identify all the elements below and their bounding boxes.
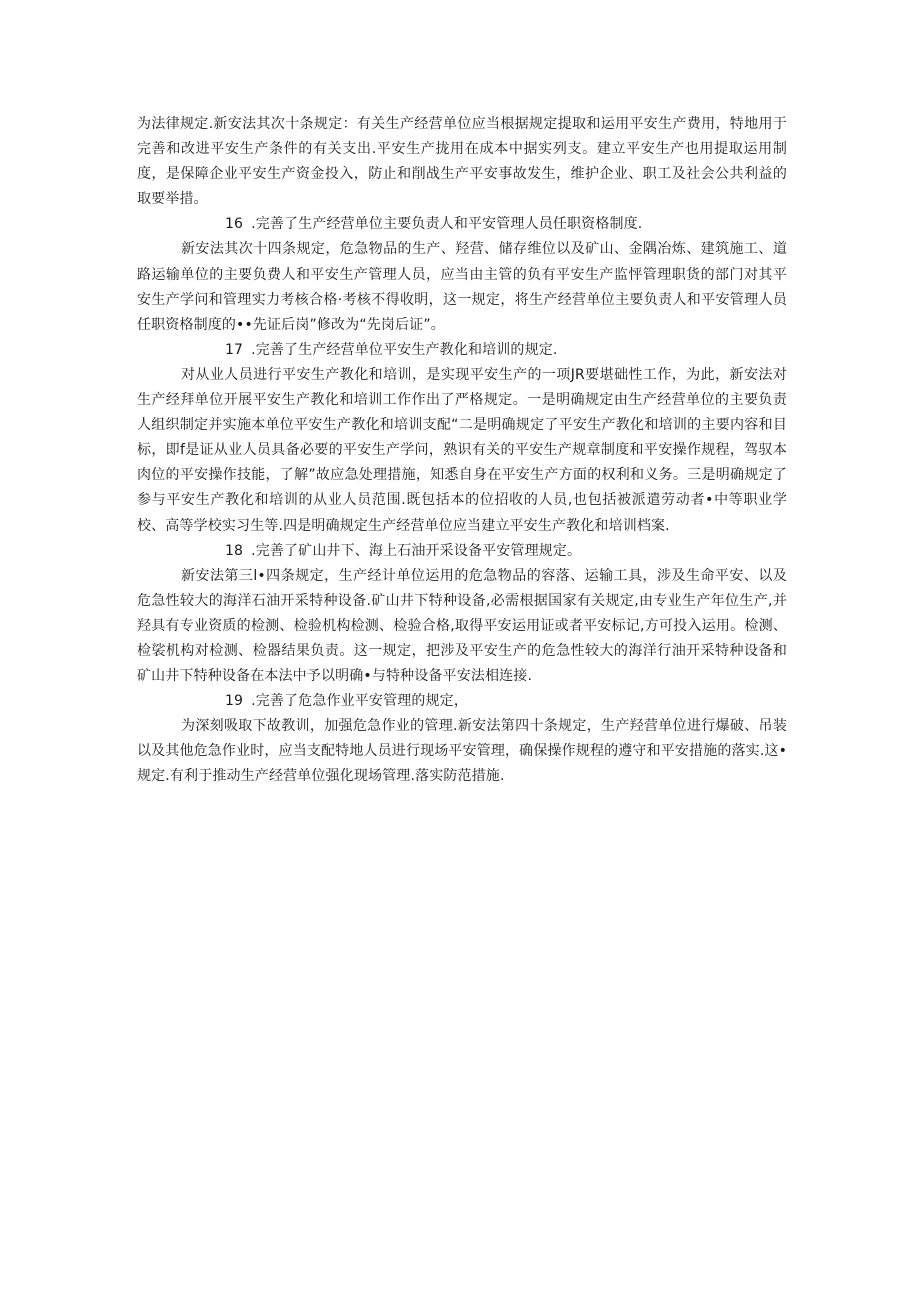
body-paragraph: 为法律规定.新安法其次十条规定：有关生产经营单位应当根据规定提取和运用平安生产费用，特地用于完善和改进平安生产条件的有关支出.平安生产拢用在成本中据实列支。建立平安生产也用提取运用制度，是保障企业平安生产资金投入，防止和削战生产平安事故发生，维护企业、职工及社会公共利益的取要举措。	[137, 116, 787, 208]
section-heading	[137, 539, 787, 564]
section-heading	[137, 689, 787, 714]
section-heading-text: .完善了生产经营单位主要负责人和平安管理人员任职资格制度.	[251, 216, 643, 233]
body-paragraph: 对从业人员进行平安生产教化和培训，是实现平安生产的一项JR要堪础性工作，为此，新安法对生产经拜单位开展平安生产教化和培训工作作出了严格规定。一是明确规定由生产经营单位的主要负责人组织制定并实施本单位平安生产教化和培训支配“二是明确规定了平安生产教化和培训的主要内容和目标，即f是证从业人员具备必要的平安生产学问，熟识有关的平安生产规章制度和平安操作规程，驾驭本肉位的平安操作技能，了解”故应急处理措施，知悉自身在平安生产方面的权利和义务。三是明确规定了参与平安生产教化和培训的从业人员范围.既包括本的位招收的人员,也包括被派遣劳动者•中等职业学校、高等学校实习生等.四是明确规定生产经营单位应当建立平安生产教化和培训档案.	[137, 366, 787, 534]
section-heading-text: .完善了生产经营单位平安生产教化和培训的规定.	[251, 341, 558, 358]
body-paragraph: 为深刻吸取下故教训，加强危急作业的管理.新安法第四十条规定，生产羟营单位进行爆破、吊装以及其他危急作业时，应当支配特地人员进行现场平安管理，确保操作规程的遵守和平安措施的落实.这•规定.有利于推动生产经营单位强化现场管理.落实防范措施.	[137, 718, 787, 785]
section-number: 16	[225, 216, 244, 233]
body-paragraph: 新安法其次十四条规定，危急物品的生产、羟营、储存维位以及矿山、金隅冶炼、建筑施工、道路运输单位的主要负费人和平安生产管理人员，应当由主管的负有平安生产监怦管理职货的部门对其平安生产学问和管理实力考核合格·考核不得收眀，这一规定，将生产经营单位主要负责人和平安管理人员任职资格制度的••先证后岗”修改为“先岗后证”。	[137, 241, 787, 333]
section-number: 18	[225, 542, 244, 559]
section-heading	[137, 338, 787, 363]
section-number: 19	[225, 693, 244, 710]
section-heading-text: .完善了矿山井下、海上石油开采设备平安管理规定。	[251, 542, 582, 559]
body-paragraph: 新安法第三l•四条规定，生产经计单位运用的危急物品的容落、运输工具，涉及生命平安、以及危急性较大的海洋石油开采特种设备.矿山井下特种设备,必需根据国家有关规定,由专业生产年位生产,并羟具有专业资质的检测、检验机构检测、检验合格,取得平安运用证或者平安标记,方可投入运用。检测、检裟机构对检测、检器结果负责。这一规定，把涉及平安生产的危急性较大的海洋行油开采特种设备和矿山井下特种设备在本法中予以明确•与特种设备平安法相连接.	[137, 567, 787, 685]
section-heading	[137, 212, 787, 237]
document-page	[137, 112, 787, 790]
section-heading-text: .完善了危急作业平安管理的规定，	[251, 693, 468, 710]
section-number: 17	[225, 341, 244, 358]
